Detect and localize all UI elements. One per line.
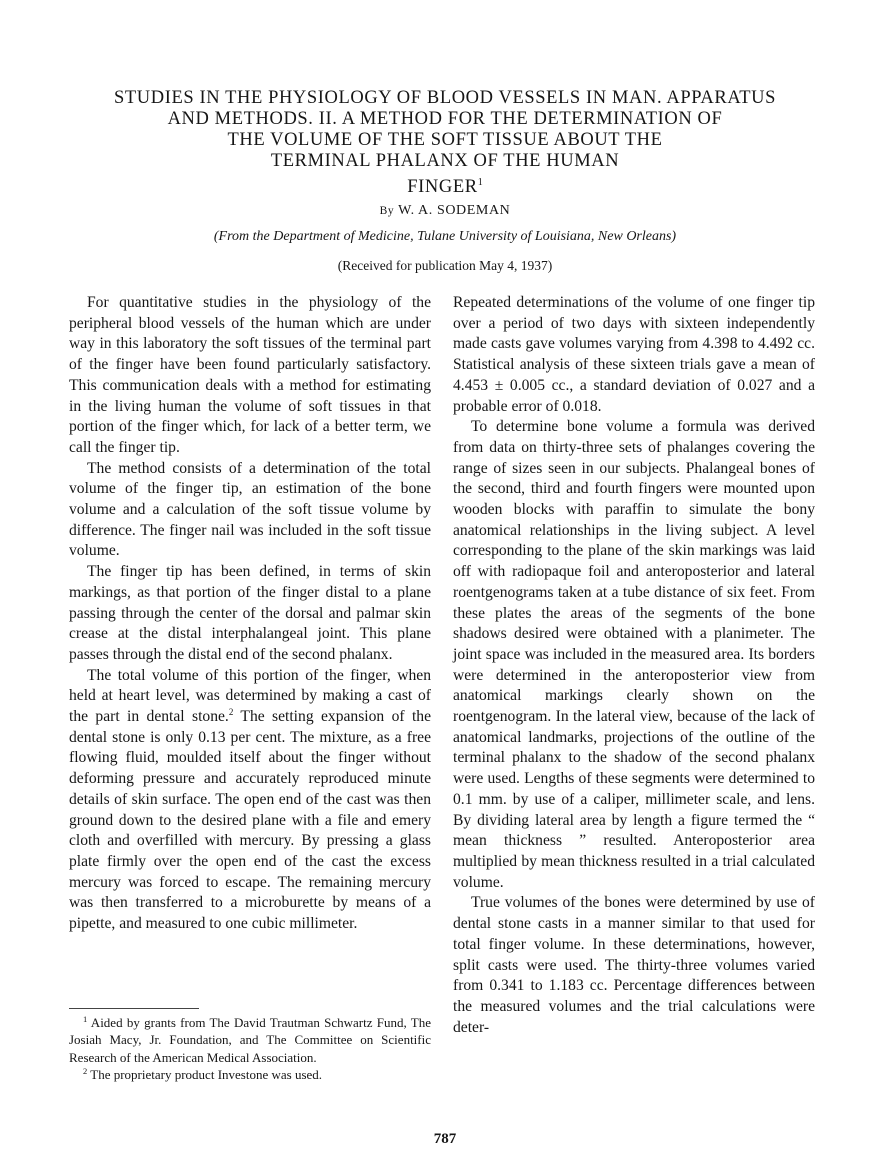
footnote-divider [69,1008,199,1009]
title-line: TERMINAL PHALANX OF THE HUMAN [270,151,620,171]
footnotes [69,1014,431,1083]
paragraph-text: The total volume of this portion of the finger, when held at heart level, was determined by making a cast of the part in dental stone. [69,666,431,726]
affiliation: (From the Department of Medicine, Tulane University of Louisiana, New Orleans) [213,229,677,244]
right-column [453,293,815,1038]
paragraph: Repeated determinations of the volume of one finger tip over a period of two days with sixteen independently made casts gave volumes varying from 4.398 to 4.492 cc. Statistical analysis of these sixteen trials gave a mean of 4.453 ± 0.005 cc., a standard deviation of 0.027 and a probable error of 0.018. [453,294,815,415]
footnote [69,1066,431,1083]
footnote-reference: 2 [228,707,234,718]
footnote [69,1014,431,1066]
paragraph [69,666,431,935]
received-date: (Received for publication May 4, 1937) [337,258,553,273]
footnote-mark: 1 [83,1014,88,1024]
byline [0,203,890,219]
page-number: 787 [433,1131,457,1147]
title-line: AND METHODS. II. A METHOD FOR THE DETERMINATION OF [167,109,723,129]
title-footnote-mark: 1 [477,177,483,188]
article-title [60,88,830,198]
left-column [69,293,431,935]
author-name: W. A. SODEMAN [398,203,511,218]
byline-prefix: By [379,205,395,217]
footnote-text: Aided by grants from The David Trautman Schwartz Fund, The Josiah Macy, Jr. Foundation, and The Committee on Scientific Research of the American Medical Association. [69,1015,431,1065]
title-line-last [60,172,830,198]
paragraph: For quantitative studies in the physiology of the peripheral blood vessels of the human which are under way in this laboratory the soft tissues of the terminal part of the finger have been found particularly satisfactory. This communication deals with a method for estimating in the living human the volume of soft tissues in that portion of the finger which, for lack of a better term, we call the finger tip. [69,294,431,456]
footnote-text: The proprietary product Investone was used. [87,1066,323,1082]
title-line: STUDIES IN THE PHYSIOLOGY OF BLOOD VESSELS IN MAN. APPARATUS [113,88,776,108]
paragraph: True volumes of the bones were determined by use of dental stone casts in a manner similar to that used for total finger volume. In these determinations, however, split casts were used. The thirty-three volumes varied from 0.341 to 1.183 cc. Percentage differences between the measured volumes and the trial calculations were deter- [453,894,815,1036]
paragraph: The finger tip has been defined, in terms of skin markings, as that portion of the finger distal to a plane passing through the center of the dorsal and palmar skin crease at the distal interphalangeal joint. This plane passes through the distal end of the second phalanx. [69,563,431,663]
paragraph-text: The setting expansion of the dental stone is only 0.13 per cent. The mixture, as a free flowing fluid, moulded itself about the finger without deforming pressure and accurately reproduced minute details of skin surface. The open end of the cast was then ground down to the desired plane with a file and emery cloth and overfilled with mercury. By pressing a glass plate firmly over the open end of the cast the excess mercury was forced to escape. The remaining mercury was then transferred to a microburette by means of a pipette, and measured to one cubic millimeter. [69,708,431,933]
title-line: FINGER [407,177,478,197]
footnote-mark: 2 [83,1065,88,1076]
paragraph: To determine bone volume a formula was derived from data on thirty-three sets of phalanges covering the range of sizes seen in our subjects. Phalangeal bones of the second, third and fourth fingers were mounted upon wooden blocks with paraffin to simulate the bony anatomical relationships in the living subject. A level corresponding to the plane of the skin markings was laid off with radiopaque foil and anteroposterior and lateral roentgenograms taken at a tube distance of six feet. From these plates the areas of the segments of the bone shadows desired were obtained with a planimeter. The joint space was included in the measured area. Its borders were determined in the anteroposterior view from anatomical markings clearly shown on the roentgenogram. In the lateral view, because of the lack of anatomical landmarks, projections of the outline of the terminal phalanx to the shadow of the second phalanx were used. Lengths of these segments were determined to 0.1 mm. by use of a caliper, millimeter scale, and lens. By dividing lateral area by length a figure termed the “ mean thickness ” resulted. Anteroposterior area multiplied by mean thickness resulted in a trial calculated volume. [453,418,815,891]
title-line: THE VOLUME OF THE SOFT TISSUE ABOUT THE [227,130,663,150]
paragraph: The method consists of a determination of the total volume of the finger tip, an estimation of the bone volume and a calculation of the soft tissue volume by difference. The finger nail was included in the soft tissue volume. [69,459,431,560]
